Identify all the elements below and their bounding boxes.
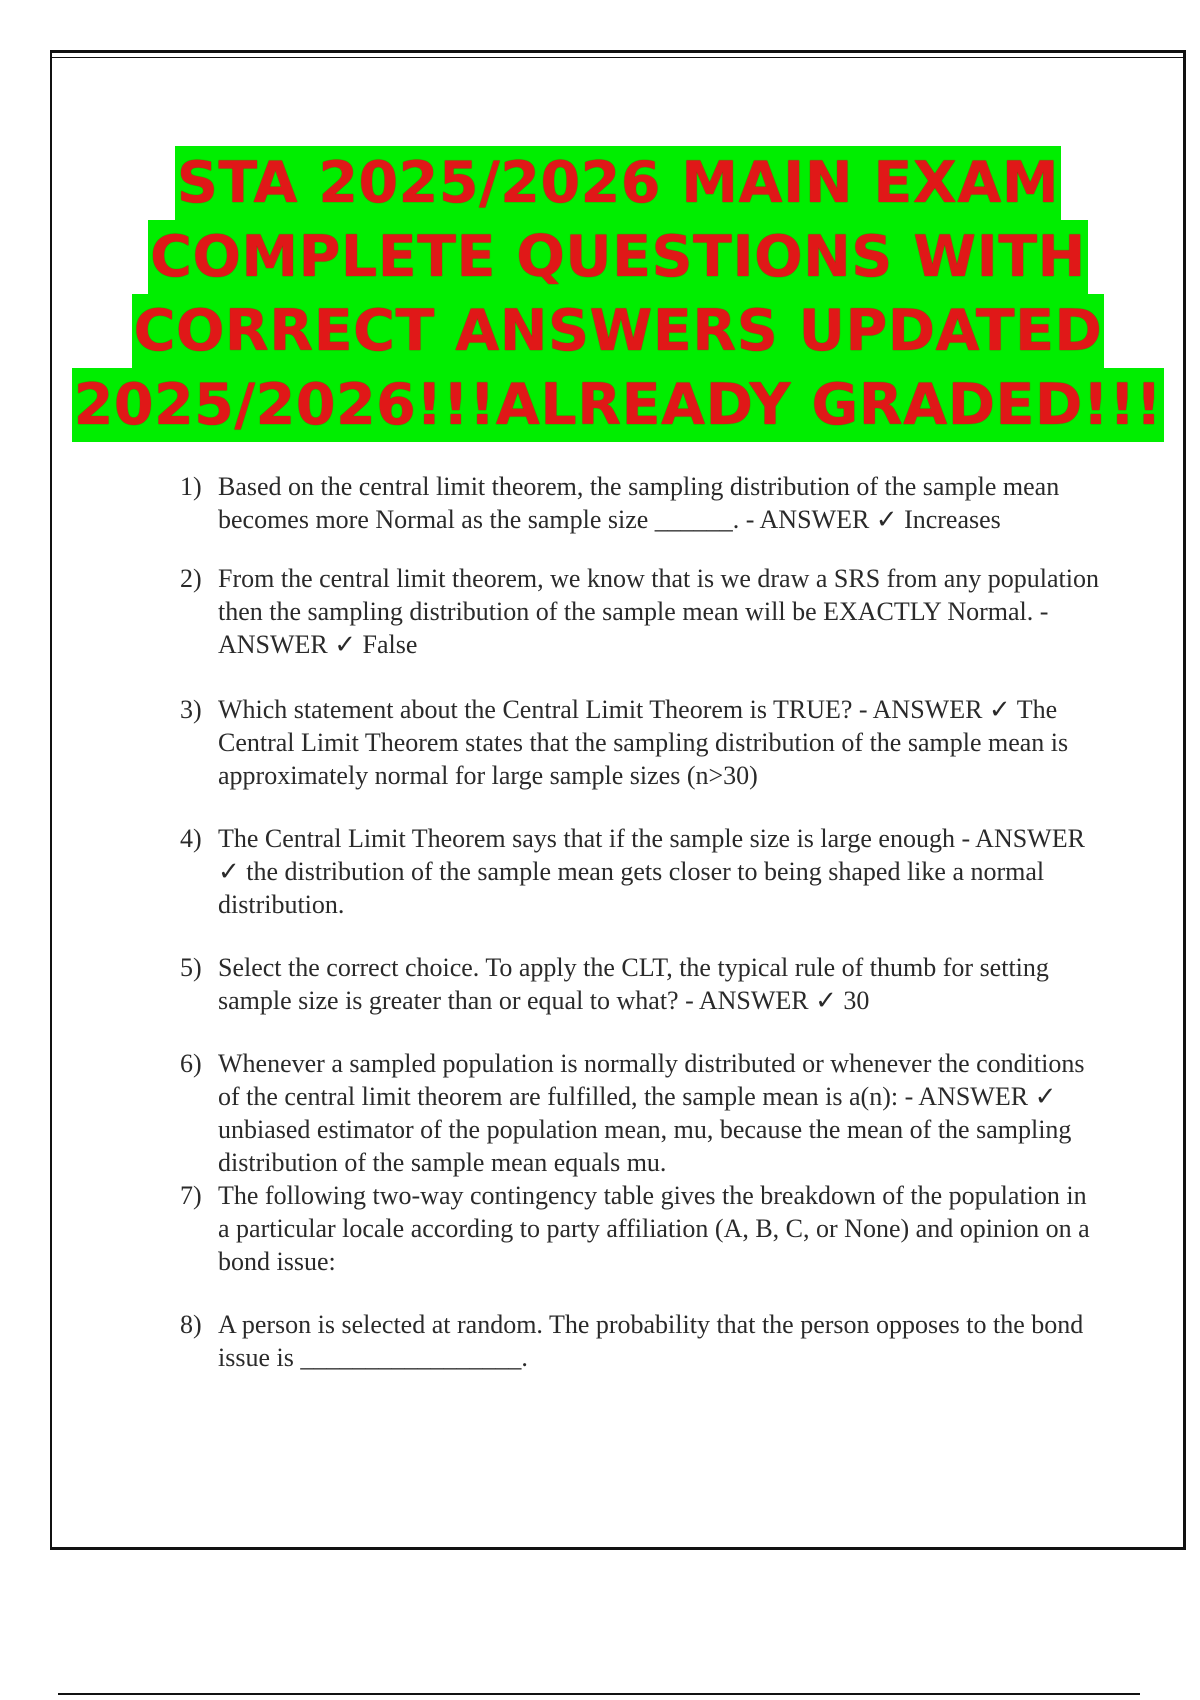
title-line-4: 2025/2026!!!ALREADY GRADED!!! xyxy=(72,368,1165,442)
question-item xyxy=(180,693,1100,792)
question-number: 4) xyxy=(180,824,202,853)
question-number: 8) xyxy=(180,1310,202,1339)
question-text: The following two-way contingency table gives the breakdown of the population in a particular locale according to party affiliation (A, B, C, or None) and opinion on a bond issue: xyxy=(218,1181,1090,1276)
question-number: 6) xyxy=(180,1049,202,1078)
question-item xyxy=(180,1179,1100,1278)
title-line-3: CORRECT ANSWERS UPDATED xyxy=(132,294,1105,368)
page-bottom-rule xyxy=(58,1693,1140,1695)
question-item xyxy=(180,822,1100,921)
question-number: 7) xyxy=(180,1181,202,1210)
question-text: The Central Limit Theorem says that if the sample size is large enough - ANSWER ✓ the distribution of the sample mean gets closer to being shaped like a normal distribution. xyxy=(218,824,1085,919)
question-number: 2) xyxy=(180,564,202,593)
question-number: 3) xyxy=(180,695,202,724)
question-item xyxy=(180,470,1100,536)
question-item xyxy=(180,1308,1100,1374)
title-line-2: COMPLETE QUESTIONS WITH xyxy=(148,220,1088,294)
question-item xyxy=(180,1047,1100,1179)
question-text: From the central limit theorem, we know that is we draw a SRS from any population then the sampling distribution of the sample mean will be EXACTLY Normal. - ANSWER ✓ False xyxy=(218,564,1099,659)
question-item xyxy=(180,951,1100,1017)
question-number: 5) xyxy=(180,953,202,982)
document-title xyxy=(0,146,1200,442)
question-text: Whenever a sampled population is normally distributed or whenever the conditions of the central limit theorem are fulfilled, the sample mean is a(n): - ANSWER ✓ unbiased estimator of the population mean, mu, because the mean of the sampling distribution of the sample mean equals mu. xyxy=(218,1049,1085,1177)
question-text: A person is selected at random. The probability that the person opposes to the bond issue is _________________. xyxy=(218,1310,1084,1372)
question-text: Which statement about the Central Limit Theorem is TRUE? - ANSWER ✓ The Central Limit Theorem states that the sampling distribution of the sample mean is approximately normal for large sample sizes (n>30) xyxy=(218,695,1069,790)
question-number: 1) xyxy=(180,472,202,501)
question-text: Based on the central limit theorem, the sampling distribution of the sample mean becomes more Normal as the sample size ______. - ANSWER ✓ Increases xyxy=(218,472,1060,534)
question-text: Select the correct choice. To apply the CLT, the typical rule of thumb for setting sample size is greater than or equal to what? - ANSWER ✓ 30 xyxy=(218,953,1049,1015)
question-item xyxy=(180,562,1100,661)
title-line-1: STA 2025/2026 MAIN EXAM xyxy=(175,146,1061,220)
question-list xyxy=(180,470,1100,1374)
